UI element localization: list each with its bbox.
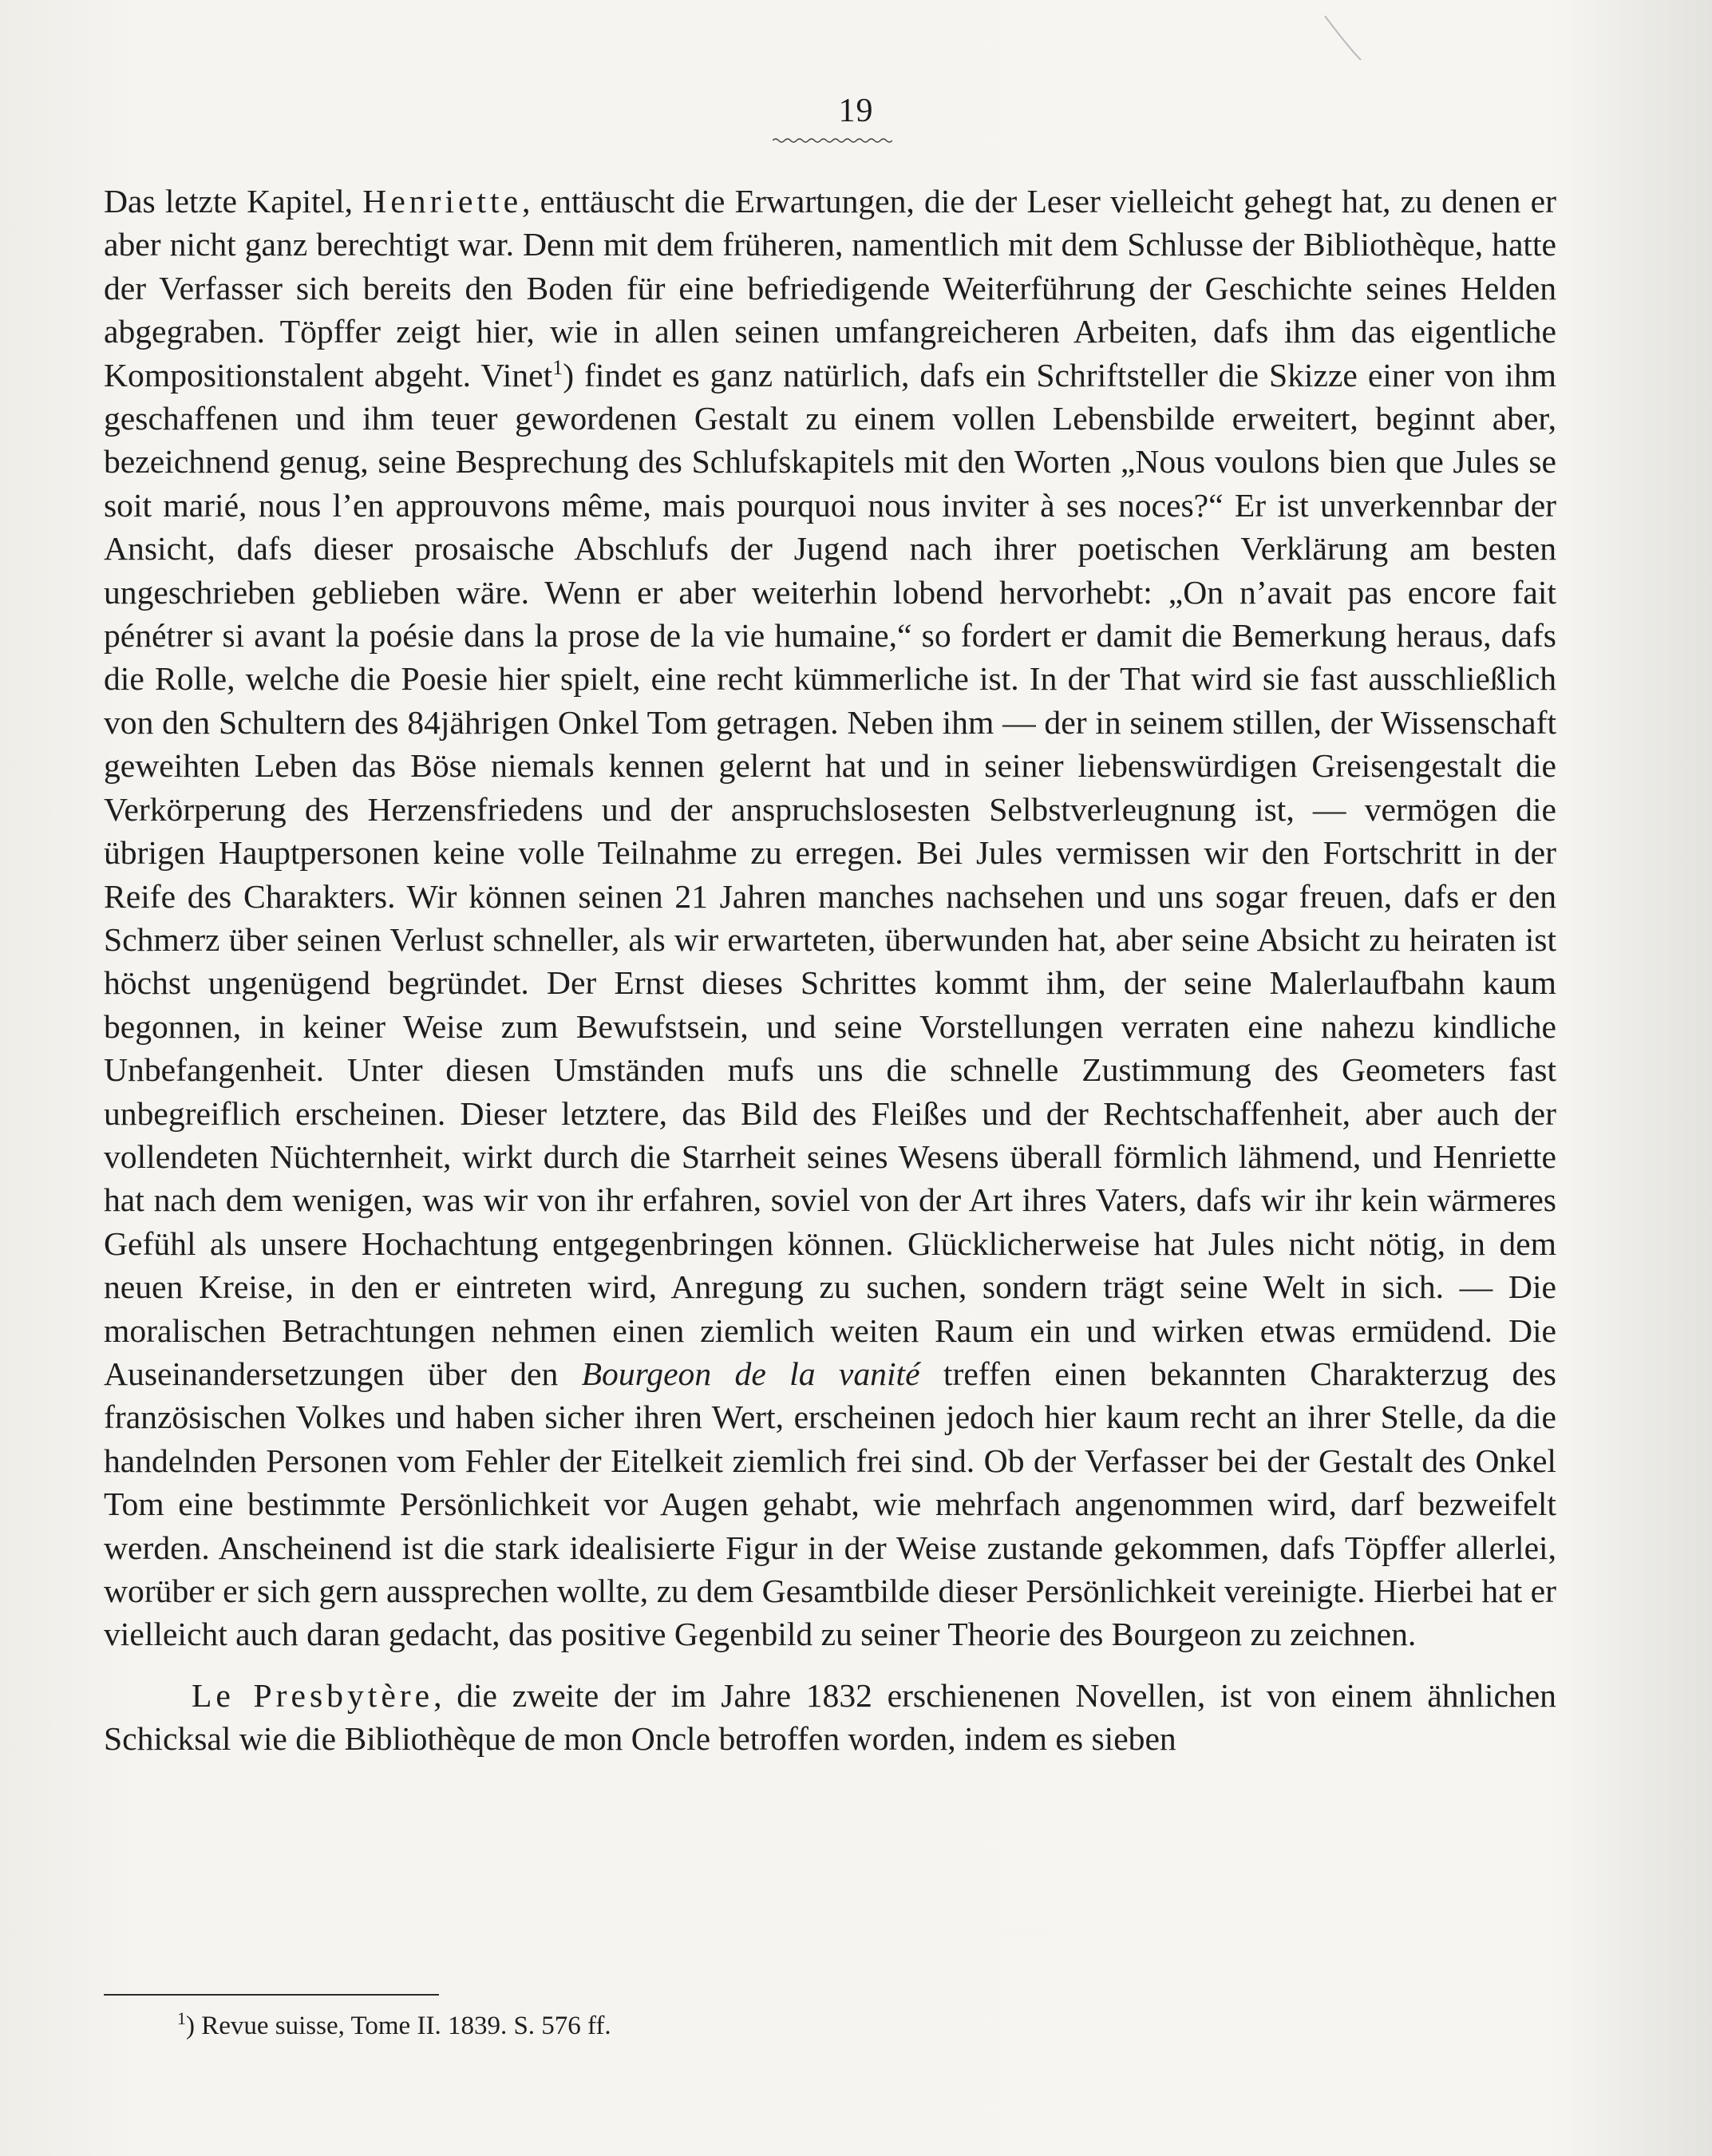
novel-name-presbytere: Le Presbytère xyxy=(192,1676,434,1714)
footnote-text: ) Revue suisse, Tome II. 1839. S. 576 ff. xyxy=(186,2012,611,2040)
paragraph-henriette xyxy=(104,180,1556,1656)
main-text xyxy=(104,180,1556,1761)
footnote-marker: 1 xyxy=(177,2008,186,2028)
footnote-reference[interactable]: 1 xyxy=(552,355,563,379)
paragraph-text: , die zweite der im Jahre 1832 erschienenen Novellen, ist von einem ähnlichen Schicksal wie die Bibliothèque de mon Oncle betroffen worden, indem es sieben xyxy=(104,1676,1556,1758)
page-number: 19 xyxy=(838,93,874,129)
paragraph-text: , enttäuscht die Erwartungen, die der Leser vielleicht gehegt hat, zu denen er aber nicht ganz berechtigt war. Denn mit dem früheren, namentlich mit dem Schlusse der Bibliothèque, hatte der Verfasser sich bereits den Boden für eine befriedigende Weiterführung der Geschichte seines Helden abgegraben. Töpffer zeigt hier, wie in allen seinen umfangreicheren Arbeiten, dafs ihm das eigentliche Kompositionstalent abgeht. Vinet xyxy=(104,183,1556,394)
paragraph-text: ) findet es ganz natürlich, dafs ein Schriftsteller die Skizze einer von ihm geschaffenen und ihm teuer gewordenen Gestalt zu einem vollen Lebensbilde erweitert, beginnt aber, bezeichnend genug, seine Besprechung des Schlufskapitels mit den Worten „Nous voulons bien que Jules se soit marié, nous l’en approuvons même, mais pourquoi nous inviter à ses noces?“ Er ist unverkennbar der Ansicht, dafs dieser prosaische Abschlufs der Jugend nach ihrer poetischen Verklärung am besten ungeschrieben geblieben wäre. Wenn er aber weiterhin lobend hervorhebt: „On n’avait pas encore fait pénétrer si avant la poésie dans la prose de la vie humaine,“ so fordert er damit die Bemerkung heraus, dafs die Rolle, welche die Poesie hier spielt, eine recht kümmerliche ist. In der That wird sie fast ausschließlich von den Schultern des 84jährigen Onkel Tom getragen. Neben ihm — der in seinem stillen, der Wissenschaft geweihten Leben das Böse niemals kennen gelernt hat und in seiner liebenswürdigen Greisengestalt die Verkörperung des Herzensfriedens und der anspruchslosesten Selbstverleugnung ist, — vermögen die übrigen Hauptpersonen keine volle Teilnahme zu erregen. Bei Jules vermissen wir den Fortschritt in der Reife des Charakters. Wir können seinen 21 Jahren manches nachsehen und uns sogar freuen, dafs er den Schmerz über seinen Verlust schneller, als wir erwarteten, überwunden hat, aber seine Absicht zu heiraten ist höchst ungenügend begründet. Der Ernst dieses Schrittes kommt ihm, der seine Malerlaufbahn kaum begonnen, in keiner Weise zum Bewufstsein, und seine Vorstellungen verraten eine nahezu kindliche Unbefangenheit. Unter diesen Umständen mufs uns die schnelle Zustimmung des Geometers fast unbegreiflich erscheinen. Dieser letztere, das Bild des Fleißes und der Rechtschaffenheit, aber auch der vollendeten Nüchternheit, wirkt durch die Starrheit seines Wesens überall förmlich lähmend, und Henriette hat nach dem wenigen, was wir von ihr erfahren, soviel von der Art ihres Vaters, dafs wir ihr kein wärmeres Gefühl als unsere Hochachtung entgegenbringen können. Glücklicherweise hat Jules nicht nötig, in dem neuen Kreise, in den er eintreten wird, Anregung zu suchen, sondern trägt seine Welt in sich. — Die moralischen Betrachtungen nehmen einen ziemlich weiten Raum ein und wirken etwas ermüdend. Die Auseinandersetzungen über den xyxy=(104,356,1556,1392)
page-number-row xyxy=(0,94,1712,128)
paragraph-text: Das letzte Kapitel, xyxy=(104,183,363,220)
paragraph-text: treffen einen bekannten Charakterzug des französischen Volkes und haben sicher ihren Wert, erscheinen jedoch hier kaum recht an ihrer Stelle, da die handelnden Personen vom Fehler der Eitelkeit ziemlich frei sind. Ob der Verfasser bei der Gestalt des Onkel Tom eine bestimmte Persönlichkeit vor Augen gehabt, wie mehrfach angenommen wird, darf bezweifelt werden. Anscheinend ist die stark idealisierte Figur in der Weise zustande gekommen, dafs Töpffer allerlei, worüber er sich gern aussprechen wollte, zu dem Gesamtbilde dieser Persönlichkeit vereinigte. Hierbei hat er vielleicht auch daran gedacht, das positive Gegenbild zu seiner Theorie des Bourgeon zu zeichnen. xyxy=(104,1355,1556,1653)
paragraph-presbytere xyxy=(104,1674,1556,1761)
page-number-ornament xyxy=(773,137,892,144)
footnote-divider xyxy=(104,1994,439,1996)
italic-title-bourgeon: Bourgeon de la vanité xyxy=(581,1355,920,1392)
footnote xyxy=(177,2010,611,2042)
chapter-name-henriette: Henriette xyxy=(362,183,523,220)
